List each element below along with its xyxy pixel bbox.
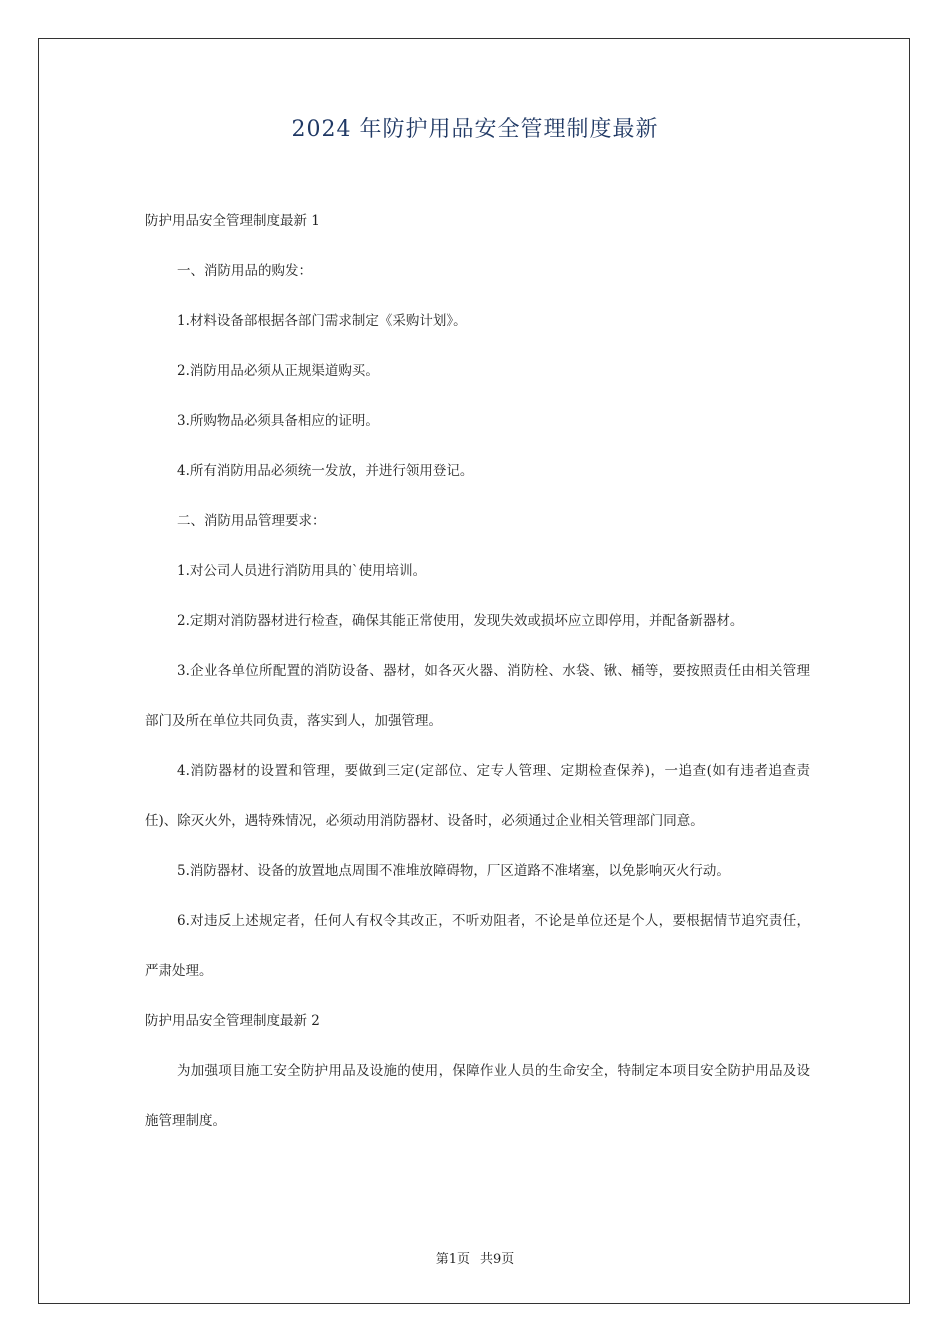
paragraph: 1.材料设备部根据各部门需求制定《采购计划》。 [177,313,467,329]
paragraph: 5.消防器材、设备的放置地点周围不准堆放障碍物，厂区道路不准堵塞，以免影响灭火行动。 [177,863,730,879]
paragraph: 二、消防用品管理要求： [177,513,326,529]
page-number: 第1页 [435,1252,470,1267]
paragraph: 为加强项目施工安全防护用品及设施的使用，保障作业人员的生命安全，特制定本项目安全防护用品及设施管理制度。 [145,1063,810,1129]
paragraph: 一、消防用品的购发： [177,263,312,279]
paragraph: 6.对违反上述规定者，任何人有权令其改正，不听劝阻者，不论是单位还是个人，要根据情节追究责任，严肃处理。 [145,913,810,979]
page-total: 共9页 [480,1252,515,1267]
paragraph: 2.消防用品必须从正规渠道购买。 [177,363,379,379]
paragraph: 3.所购物品必须具备相应的证明。 [177,413,379,429]
document-title: 2024 年防护用品安全管理制度最新 [291,117,659,142]
page-footer [0,1248,950,1267]
paragraph: 4.所有消防用品必须统一发放，并进行领用登记。 [177,463,474,479]
section-heading-1: 防护用品安全管理制度最新 1 [145,213,320,229]
paragraph: 2.定期对消防器材进行检查，确保其能正常使用，发现失效或损坏应立即停用，并配备新器材。 [177,613,744,629]
paragraph: 4.消防器材的设置和管理，要做到三定(定部位、定专人管理、定期检查保养)，一追查(如有违者追查责任)、除灭火外，遇特殊情况，必须动用消防器材、设备时，必须通过企业相关管理部门同意。 [145,763,810,829]
paragraph: 1.对公司人员进行消防用具的`使用培训。 [177,563,427,579]
section-heading-2: 防护用品安全管理制度最新 2 [145,1013,320,1029]
paragraph: 3.企业各单位所配置的消防设备、器材，如各灭火器、消防栓、水袋、锹、桶等，要按照责任由相关管理部门及所在单位共同负责，落实到人，加强管理。 [145,663,810,729]
document-body [145,196,810,1146]
